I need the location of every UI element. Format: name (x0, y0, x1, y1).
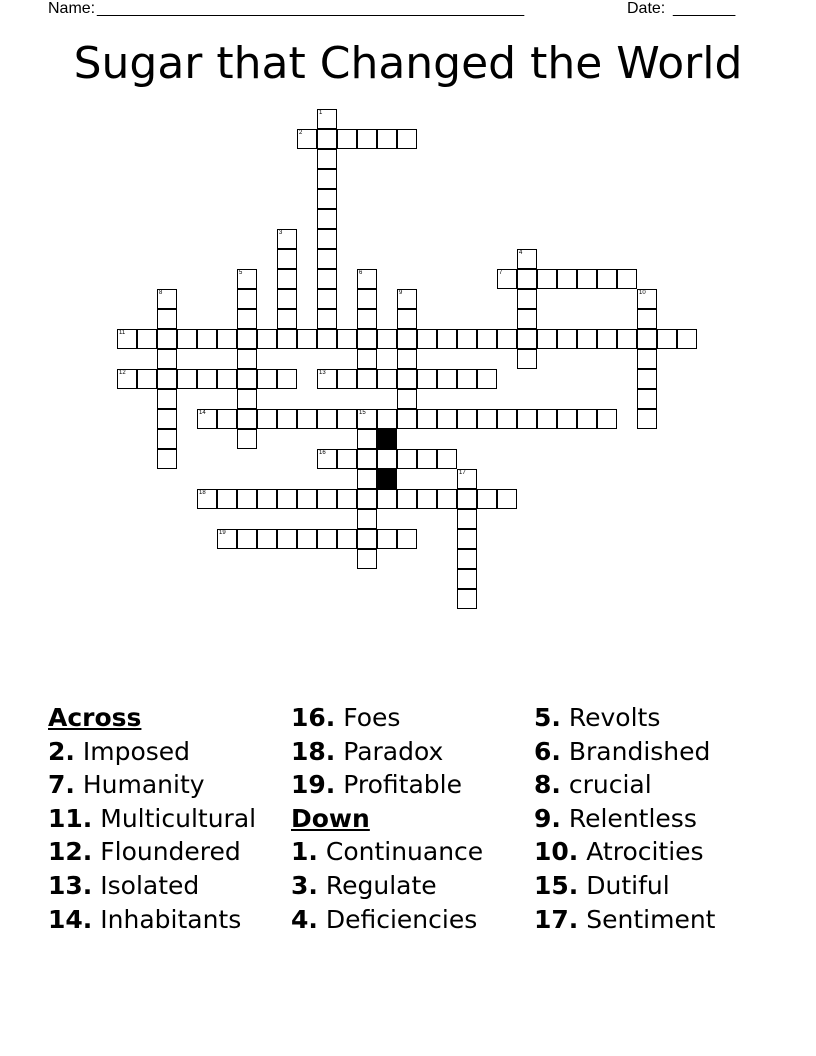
clue-item (291, 703, 541, 737)
grid-cell[interactable] (517, 269, 537, 289)
grid-cell[interactable] (597, 269, 617, 289)
clue-number: 15. (534, 870, 579, 900)
grid-cell[interactable] (277, 289, 297, 309)
grid-cell[interactable] (317, 309, 337, 329)
clue-text: Dutiful (586, 870, 670, 900)
clue-number: 1. (291, 837, 318, 867)
grid-cell[interactable] (517, 329, 537, 349)
grid-cell[interactable] (637, 349, 657, 369)
grid-cell[interactable] (157, 289, 177, 309)
grid-cell[interactable] (637, 289, 657, 309)
clue-number: 14. (48, 904, 93, 934)
clue-number: 9. (534, 803, 561, 833)
clue-item (48, 905, 298, 939)
clue-number: 12. (48, 837, 93, 867)
puzzle-title: Sugar that Changed the World (73, 38, 743, 89)
grid-cell[interactable] (477, 329, 497, 349)
grid-cell[interactable] (317, 329, 337, 349)
grid-cell[interactable] (397, 529, 417, 549)
clue-text: Sentiment (586, 904, 716, 934)
grid-cell[interactable] (317, 109, 337, 129)
clue-text: Brandished (568, 736, 711, 766)
grid-cell[interactable] (317, 169, 337, 189)
clue-column-1 (48, 703, 298, 938)
grid-cell[interactable] (597, 329, 617, 349)
grid-cell[interactable] (537, 329, 557, 349)
clue-number: 13. (48, 870, 93, 900)
clue-number-label: 12 (119, 370, 126, 376)
grid-cell[interactable] (357, 269, 377, 289)
grid-cell[interactable] (397, 349, 417, 369)
grid-cell[interactable] (457, 409, 477, 429)
grid-cell[interactable] (677, 329, 697, 349)
grid-cell[interactable] (317, 369, 337, 389)
grid-cell[interactable] (317, 229, 337, 249)
grid-cell[interactable] (337, 489, 357, 509)
clue-number: 4. (291, 904, 318, 934)
grid-cell[interactable] (157, 369, 177, 389)
grid-cell[interactable] (197, 489, 217, 509)
grid-cell[interactable] (257, 409, 277, 429)
grid-cell[interactable] (237, 269, 257, 289)
grid-cell[interactable] (217, 489, 237, 509)
across-heading: Across (48, 703, 142, 732)
clue-text: Relentless (568, 803, 697, 833)
grid-cell[interactable] (237, 429, 257, 449)
clue-item (534, 703, 784, 737)
grid-cell[interactable] (517, 249, 537, 269)
clue-number: 19. (291, 770, 336, 800)
grid-cell[interactable] (337, 129, 357, 149)
grid-cell[interactable] (337, 409, 357, 429)
grid-cell[interactable] (457, 329, 477, 349)
grid-cell[interactable] (637, 369, 657, 389)
clue-number: 5. (534, 703, 561, 732)
grid-cell[interactable] (517, 309, 537, 329)
grid-cell[interactable] (317, 489, 337, 509)
grid-cell[interactable] (357, 349, 377, 369)
grid-cell[interactable] (197, 329, 217, 349)
grid-cell[interactable] (237, 329, 257, 349)
clue-number: 16. (291, 703, 336, 732)
clue-number: 2. (48, 736, 75, 766)
grid-cell[interactable] (637, 389, 657, 409)
grid-cell[interactable] (237, 489, 257, 509)
grid-cell[interactable] (177, 329, 197, 349)
clue-item (534, 837, 784, 871)
clue-text: Profitable (343, 770, 462, 800)
grid-cell[interactable] (277, 309, 297, 329)
clue-item (48, 837, 298, 871)
grid-cell[interactable] (357, 289, 377, 309)
grid-cell[interactable] (117, 369, 137, 389)
grid-cell[interactable] (437, 489, 457, 509)
date-line: _______ (673, 0, 736, 17)
grid-cell[interactable] (177, 369, 197, 389)
grid-cell[interactable] (377, 529, 397, 549)
clue-number-label: 13 (319, 370, 326, 376)
clue-text: Regulate (325, 870, 437, 900)
grid-cell[interactable] (337, 449, 357, 469)
grid-cell[interactable] (637, 409, 657, 429)
grid-cell[interactable] (477, 489, 497, 509)
clue-item (291, 737, 541, 771)
clue-item (291, 837, 541, 871)
clue-item (534, 905, 784, 939)
grid-cell[interactable] (397, 369, 417, 389)
grid-cell[interactable] (437, 409, 457, 429)
grid-cell[interactable] (317, 529, 337, 549)
clue-number-label: 17 (459, 470, 466, 476)
grid-cell[interactable] (457, 549, 477, 569)
clue-number: 10. (534, 837, 579, 867)
grid-cell[interactable] (397, 289, 417, 309)
clue-item (291, 770, 541, 804)
grid-cell[interactable] (277, 409, 297, 429)
clue-number-label: 8 (159, 290, 163, 296)
grid-cell[interactable] (337, 369, 357, 389)
grid-cell[interactable] (277, 229, 297, 249)
grid-cell[interactable] (597, 409, 617, 429)
clue-text: Continuance (325, 837, 484, 867)
grid-cell[interactable] (257, 329, 277, 349)
grid-cell[interactable] (417, 329, 437, 349)
grid-cell[interactable] (437, 369, 457, 389)
grid-cell[interactable] (277, 529, 297, 549)
clue-number-label: 16 (319, 450, 326, 456)
grid-cell[interactable] (397, 329, 417, 349)
grid-cell[interactable] (357, 409, 377, 429)
grid-cell[interactable] (157, 389, 177, 409)
grid-cell[interactable] (577, 269, 597, 289)
grid-cell[interactable] (317, 129, 337, 149)
grid-cell[interactable] (137, 329, 157, 349)
clue-number-label: 2 (299, 130, 303, 136)
grid-cell[interactable] (357, 489, 377, 509)
grid-cell[interactable] (537, 269, 557, 289)
clue-item (291, 905, 541, 939)
grid-cell[interactable] (237, 309, 257, 329)
grid-cell[interactable] (417, 449, 437, 469)
clue-item (48, 737, 298, 771)
grid-cell[interactable] (637, 309, 657, 329)
grid-cell[interactable] (317, 269, 337, 289)
clue-column-3 (534, 703, 784, 938)
black-square (377, 469, 397, 489)
grid-cell[interactable] (377, 409, 397, 429)
grid-cell[interactable] (257, 489, 277, 509)
grid-cell[interactable] (357, 509, 377, 529)
grid-cell[interactable] (317, 189, 337, 209)
grid-cell[interactable] (497, 329, 517, 349)
grid-cell[interactable] (397, 129, 417, 149)
clue-text: Paradox (343, 736, 444, 766)
clue-text: Revolts (568, 703, 661, 732)
grid-cell[interactable] (397, 309, 417, 329)
grid-cell[interactable] (357, 449, 377, 469)
grid-cell[interactable] (157, 309, 177, 329)
clue-number-label: 7 (499, 270, 503, 276)
grid-cell[interactable] (237, 409, 257, 429)
grid-cell[interactable] (457, 369, 477, 389)
grid-cell[interactable] (417, 369, 437, 389)
grid-cell[interactable] (357, 469, 377, 489)
grid-cell[interactable] (517, 409, 537, 429)
clue-number-label: 1 (319, 110, 323, 116)
grid-cell[interactable] (577, 409, 597, 429)
grid-cell[interactable] (337, 529, 357, 549)
grid-cell[interactable] (217, 329, 237, 349)
clue-item (48, 770, 298, 804)
grid-cell[interactable] (237, 289, 257, 309)
grid-cell[interactable] (517, 289, 537, 309)
grid-cell[interactable] (137, 369, 157, 389)
grid-cell[interactable] (517, 349, 537, 369)
grid-cell[interactable] (577, 329, 597, 349)
clue-number: 7. (48, 770, 75, 800)
grid-cell[interactable] (157, 449, 177, 469)
clue-number-label: 11 (119, 330, 126, 336)
grid-cell[interactable] (157, 349, 177, 369)
grid-cell[interactable] (357, 529, 377, 549)
clue-item (534, 804, 784, 838)
clue-item (291, 871, 541, 905)
grid-cell[interactable] (237, 349, 257, 369)
clue-text: Humanity (82, 770, 205, 800)
clue-text: Deficiencies (325, 904, 478, 934)
grid-cell[interactable] (257, 529, 277, 549)
grid-cell[interactable] (117, 329, 137, 349)
clue-item (48, 871, 298, 905)
clue-number: 11. (48, 803, 93, 833)
grid-cell[interactable] (537, 409, 557, 429)
grid-cell[interactable] (477, 409, 497, 429)
black-square (377, 429, 397, 449)
grid-cell[interactable] (317, 409, 337, 429)
grid-cell[interactable] (297, 329, 317, 349)
grid-cell[interactable] (557, 409, 577, 429)
grid-cell[interactable] (357, 329, 377, 349)
grid-cell[interactable] (437, 449, 457, 469)
grid-cell[interactable] (617, 329, 637, 349)
grid-cell[interactable] (557, 269, 577, 289)
name-label: Name: (48, 0, 96, 17)
clue-number-label: 9 (399, 290, 403, 296)
clue-text: Multicultural (100, 803, 257, 833)
clue-text: Atrocities (586, 837, 704, 867)
grid-cell[interactable] (397, 389, 417, 409)
grid-cell[interactable] (377, 369, 397, 389)
clue-item (48, 804, 298, 838)
grid-cell[interactable] (277, 269, 297, 289)
grid-cell[interactable] (457, 569, 477, 589)
grid-cell[interactable] (277, 249, 297, 269)
clue-number-label: 15 (359, 410, 366, 416)
grid-cell[interactable] (397, 489, 417, 509)
grid-cell[interactable] (377, 329, 397, 349)
clue-item (534, 871, 784, 905)
grid-cell[interactable] (217, 369, 237, 389)
grid-cell[interactable] (237, 529, 257, 549)
clue-number-label: 18 (199, 490, 206, 496)
clue-number-label: 3 (279, 230, 283, 236)
grid-cell[interactable] (377, 489, 397, 509)
grid-cell[interactable] (497, 269, 517, 289)
grid-cell[interactable] (277, 489, 297, 509)
grid-cell[interactable] (417, 489, 437, 509)
grid-cell[interactable] (237, 369, 257, 389)
grid-cell[interactable] (297, 489, 317, 509)
grid-cell[interactable] (457, 489, 477, 509)
grid-cell[interactable] (477, 369, 497, 389)
clue-item (534, 737, 784, 771)
grid-cell[interactable] (457, 589, 477, 609)
clue-text: Isolated (100, 870, 200, 900)
grid-cell[interactable] (397, 449, 417, 469)
clue-text: Inhabitants (100, 904, 242, 934)
grid-cell[interactable] (497, 489, 517, 509)
grid-cell[interactable] (657, 329, 677, 349)
clue-column-2 (291, 703, 541, 938)
grid-cell[interactable] (417, 409, 437, 429)
grid-cell[interactable] (397, 409, 417, 429)
clue-number-label: 19 (219, 530, 226, 536)
grid-cell[interactable] (497, 409, 517, 429)
clue-number-label: 6 (359, 270, 363, 276)
grid-cell[interactable] (637, 329, 657, 349)
clue-text: Floundered (100, 837, 241, 867)
grid-cell[interactable] (457, 529, 477, 549)
clue-number: 3. (291, 870, 318, 900)
grid-cell[interactable] (357, 309, 377, 329)
name-line: ________________________________________________ (97, 0, 525, 17)
clue-text: Foes (343, 703, 401, 732)
grid-cell[interactable] (297, 409, 317, 429)
grid-cell[interactable] (457, 509, 477, 529)
grid-cell[interactable] (217, 529, 237, 549)
grid-cell[interactable] (197, 369, 217, 389)
clue-number-label: 14 (199, 410, 206, 416)
grid-cell[interactable] (157, 409, 177, 429)
clue-number: 18. (291, 736, 336, 766)
grid-cell[interactable] (257, 369, 277, 389)
clue-item (534, 770, 784, 804)
grid-cell[interactable] (617, 269, 637, 289)
grid-cell[interactable] (297, 529, 317, 549)
grid-cell[interactable] (337, 329, 357, 349)
grid-cell[interactable] (317, 289, 337, 309)
clue-number: 17. (534, 904, 579, 934)
grid-cell[interactable] (357, 429, 377, 449)
grid-cell[interactable] (297, 129, 317, 149)
clue-number-label: 10 (639, 290, 646, 296)
clue-number-label: 4 (519, 250, 523, 256)
clue-text: Imposed (82, 736, 191, 766)
grid-cell[interactable] (157, 329, 177, 349)
grid-cell[interactable] (557, 329, 577, 349)
grid-cell[interactable] (357, 549, 377, 569)
grid-cell[interactable] (317, 449, 337, 469)
clue-text: crucial (568, 770, 652, 800)
grid-cell[interactable] (357, 129, 377, 149)
clue-number: 6. (534, 736, 561, 766)
grid-cell[interactable] (217, 409, 237, 429)
grid-cell[interactable] (277, 369, 297, 389)
grid-cell[interactable] (317, 209, 337, 229)
down-heading: Down (291, 803, 370, 833)
grid-cell[interactable] (237, 389, 257, 409)
grid-cell[interactable] (157, 429, 177, 449)
grid-cell[interactable] (317, 249, 337, 269)
grid-cell[interactable] (197, 409, 217, 429)
grid-cell[interactable] (317, 149, 337, 169)
grid-cell[interactable] (457, 469, 477, 489)
grid-cell[interactable] (277, 329, 297, 349)
grid-cell[interactable] (377, 449, 397, 469)
grid-cell[interactable] (377, 129, 397, 149)
grid-cell[interactable] (357, 369, 377, 389)
grid-cell[interactable] (437, 329, 457, 349)
date-label: Date: (627, 0, 666, 17)
clue-number-label: 5 (239, 270, 243, 276)
clue-number: 8. (534, 770, 561, 800)
